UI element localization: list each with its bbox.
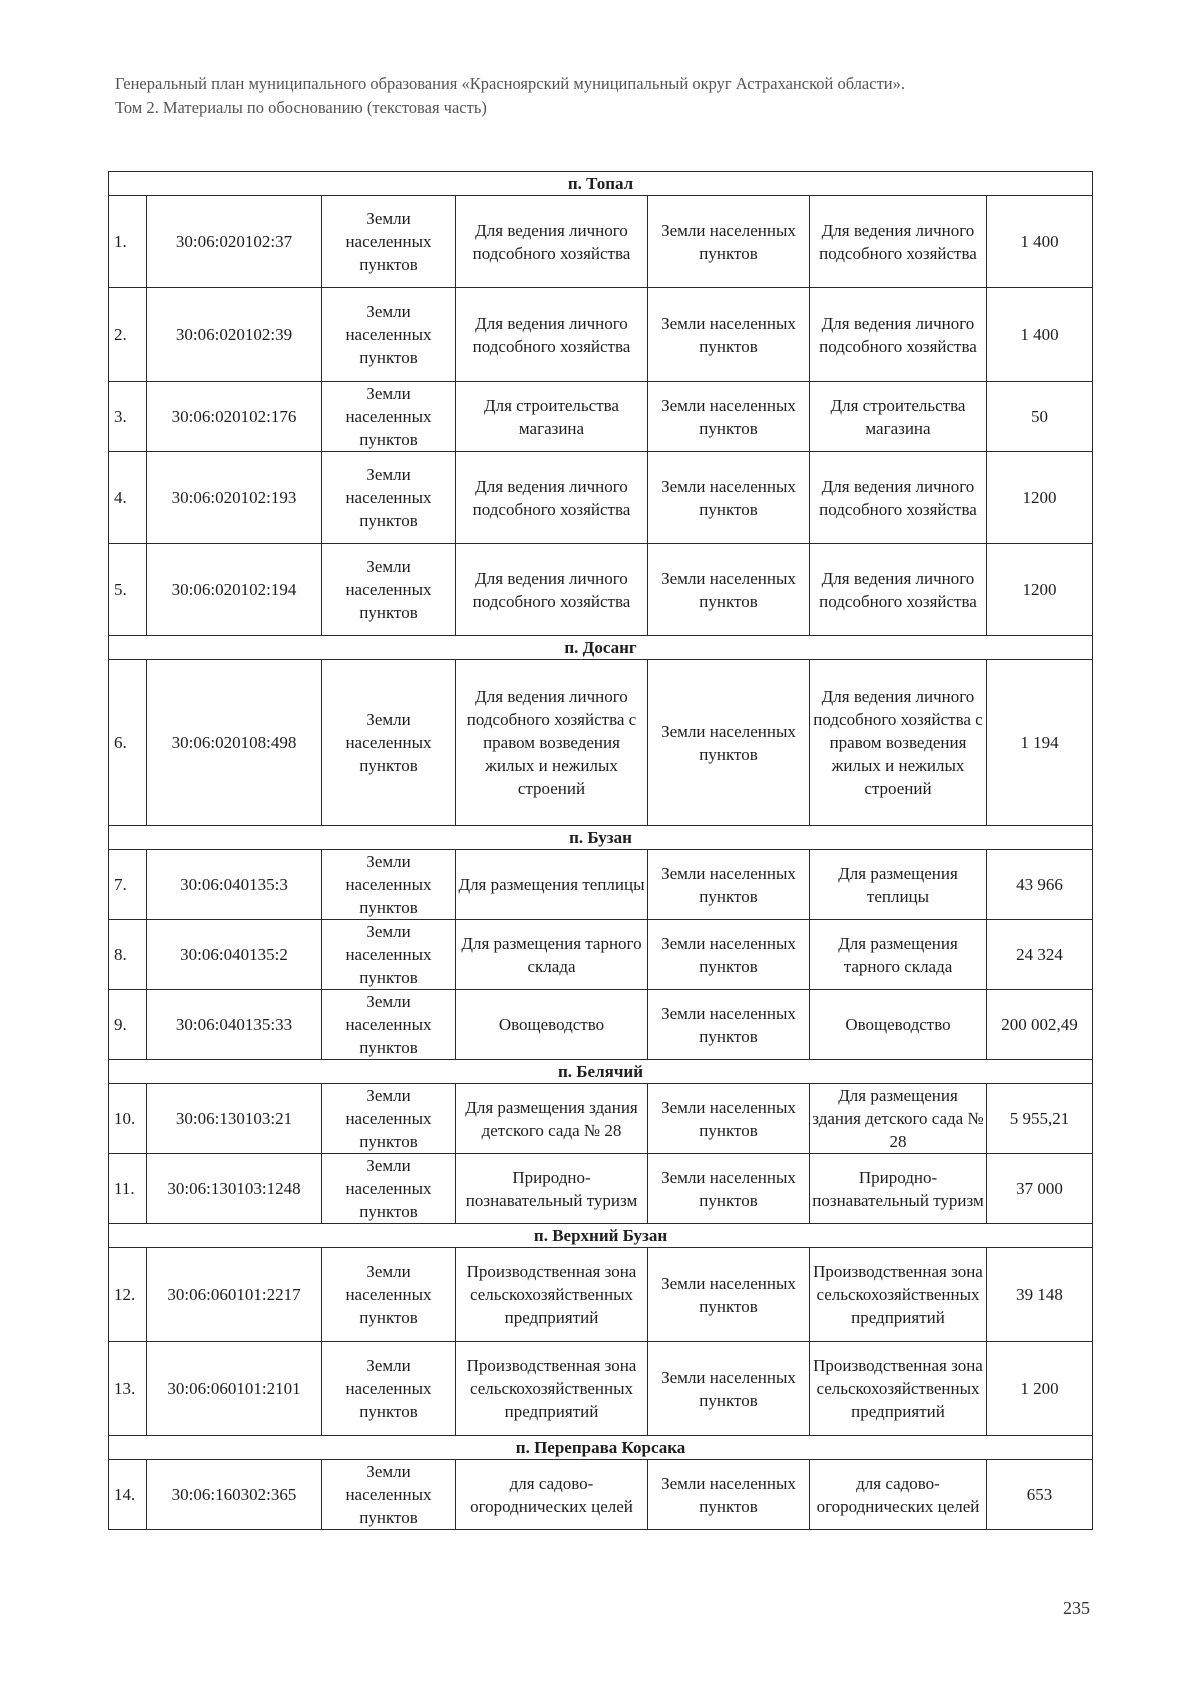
cadastral-number: 30:06:020102:39: [147, 288, 322, 382]
section-title: п. Верхний Бузан: [109, 1224, 1093, 1248]
permitted-use: Для строительства магазина: [456, 382, 648, 452]
permitted-use-proposed: Для ведения личного подсобного хозяйства: [810, 452, 987, 544]
table-row: [109, 1154, 1093, 1224]
permitted-use-proposed: Для ведения личного подсобного хозяйства с правом возведения жилых и нежилых строений: [810, 660, 987, 826]
row-number: 11.: [109, 1154, 147, 1224]
land-category-proposed: Земли населенных пунктов: [648, 1084, 810, 1154]
area-value: 1200: [987, 452, 1093, 544]
page-number: 235: [1063, 1598, 1090, 1618]
section-row: [109, 1224, 1093, 1248]
permitted-use-proposed: Для ведения личного подсобного хозяйства: [810, 544, 987, 636]
permitted-use: Для ведения личного подсобного хозяйства: [456, 544, 648, 636]
row-number: 2.: [109, 288, 147, 382]
row-number: 7.: [109, 850, 147, 920]
land-category-proposed: Земли населенных пунктов: [648, 1460, 810, 1530]
area-value: 1 200: [987, 1342, 1093, 1436]
header-line-1: Генеральный план муниципального образования «Красноярский муниципальный округ Астраханской области».: [115, 74, 905, 93]
land-category-proposed: Земли населенных пунктов: [648, 660, 810, 826]
land-category-proposed: Земли населенных пунктов: [648, 382, 810, 452]
cadastral-number: 30:06:040135:33: [147, 990, 322, 1060]
area-value: 5 955,21: [987, 1084, 1093, 1154]
land-category-proposed: Земли населенных пунктов: [648, 1248, 810, 1342]
area-value: 43 966: [987, 850, 1093, 920]
permitted-use-proposed: Овощеводство: [810, 990, 987, 1060]
area-value: 37 000: [987, 1154, 1093, 1224]
permitted-use-proposed: Природно-познавательный туризм: [810, 1154, 987, 1224]
area-value: 24 324: [987, 920, 1093, 990]
row-number: 1.: [109, 196, 147, 288]
table-row: [109, 452, 1093, 544]
permitted-use: Для размещения тарного склада: [456, 920, 648, 990]
land-category-proposed: Земли населенных пунктов: [648, 544, 810, 636]
cadastral-number: 30:06:060101:2101: [147, 1342, 322, 1436]
permitted-use: Производственная зона сельскохозяйственных предприятий: [456, 1342, 648, 1436]
permitted-use: Для ведения личного подсобного хозяйства: [456, 288, 648, 382]
table-row: [109, 382, 1093, 452]
area-value: 1 194: [987, 660, 1093, 826]
section-title: п. Бузан: [109, 826, 1093, 850]
land-category: Земли населенных пунктов: [322, 382, 456, 452]
permitted-use: Производственная зона сельскохозяйственных предприятий: [456, 1248, 648, 1342]
cadastral-number: 30:06:020102:193: [147, 452, 322, 544]
permitted-use: Для ведения личного подсобного хозяйства: [456, 452, 648, 544]
cadastral-number: 30:06:060101:2217: [147, 1248, 322, 1342]
cadastral-number: 30:06:020102:176: [147, 382, 322, 452]
row-number: 5.: [109, 544, 147, 636]
land-category-proposed: Земли населенных пунктов: [648, 288, 810, 382]
land-category: Земли населенных пунктов: [322, 1248, 456, 1342]
permitted-use-proposed: Для размещения тарного склада: [810, 920, 987, 990]
land-category: Земли населенных пунктов: [322, 920, 456, 990]
permitted-use: Для размещения здания детского сада № 28: [456, 1084, 648, 1154]
land-category-proposed: Земли населенных пунктов: [648, 920, 810, 990]
row-number: 4.: [109, 452, 147, 544]
land-category: Земли населенных пунктов: [322, 660, 456, 826]
table-row: [109, 1460, 1093, 1530]
area-value: 1 400: [987, 196, 1093, 288]
section-title: п. Топал: [109, 172, 1093, 196]
land-category-proposed: Земли населенных пунктов: [648, 850, 810, 920]
document-header: [115, 72, 1115, 120]
cadastral-number: 30:06:130103:1248: [147, 1154, 322, 1224]
land-category-proposed: Земли населенных пунктов: [648, 196, 810, 288]
land-category-proposed: Земли населенных пунктов: [648, 1342, 810, 1436]
area-value: 1 400: [987, 288, 1093, 382]
section-row: [109, 1060, 1093, 1084]
permitted-use-proposed: Для ведения личного подсобного хозяйства: [810, 196, 987, 288]
permitted-use-proposed: Для ведения личного подсобного хозяйства: [810, 288, 987, 382]
permitted-use: Для ведения личного подсобного хозяйства с правом возведения жилых и нежилых строений: [456, 660, 648, 826]
row-number: 8.: [109, 920, 147, 990]
table-row: [109, 920, 1093, 990]
table-row: [109, 196, 1093, 288]
permitted-use: Для размещения теплицы: [456, 850, 648, 920]
permitted-use-proposed: Для размещения здания детского сада № 28: [810, 1084, 987, 1154]
permitted-use-proposed: Производственная зона сельскохозяйственных предприятий: [810, 1342, 987, 1436]
row-number: 14.: [109, 1460, 147, 1530]
cadastral-number: 30:06:130103:21: [147, 1084, 322, 1154]
land-category: Земли населенных пунктов: [322, 1084, 456, 1154]
table-row: [109, 544, 1093, 636]
cadastral-number: 30:06:020102:37: [147, 196, 322, 288]
permitted-use-proposed: Производственная зона сельскохозяйственных предприятий: [810, 1248, 987, 1342]
permitted-use-proposed: для садово-огороднических целей: [810, 1460, 987, 1530]
land-category: Земли населенных пунктов: [322, 990, 456, 1060]
table-row: [109, 990, 1093, 1060]
land-category: Земли населенных пунктов: [322, 1342, 456, 1436]
table-row: [109, 1084, 1093, 1154]
cadastral-number: 30:06:040135:3: [147, 850, 322, 920]
permitted-use: для садово-огороднических целей: [456, 1460, 648, 1530]
row-number: 10.: [109, 1084, 147, 1154]
table-row: [109, 660, 1093, 826]
section-row: [109, 1436, 1093, 1460]
area-value: 1200: [987, 544, 1093, 636]
section-title: п. Досанг: [109, 636, 1093, 660]
land-category-proposed: Земли населенных пунктов: [648, 1154, 810, 1224]
land-category: Земли населенных пунктов: [322, 196, 456, 288]
area-value: 50: [987, 382, 1093, 452]
row-number: 13.: [109, 1342, 147, 1436]
area-value: 200 002,49: [987, 990, 1093, 1060]
land-plots-table: [108, 171, 1093, 1530]
land-category: Земли населенных пунктов: [322, 452, 456, 544]
area-value: 39 148: [987, 1248, 1093, 1342]
cadastral-number: 30:06:160302:365: [147, 1460, 322, 1530]
area-value: 653: [987, 1460, 1093, 1530]
row-number: 9.: [109, 990, 147, 1060]
header-line-2: Том 2. Материалы по обоснованию (текстовая часть): [115, 98, 487, 117]
table-row: [109, 850, 1093, 920]
permitted-use: Овощеводство: [456, 990, 648, 1060]
cadastral-number: 30:06:020108:498: [147, 660, 322, 826]
row-number: 3.: [109, 382, 147, 452]
row-number: 6.: [109, 660, 147, 826]
permitted-use: Для ведения личного подсобного хозяйства: [456, 196, 648, 288]
section-row: [109, 636, 1093, 660]
section-title: п. Переправа Корсака: [109, 1436, 1093, 1460]
permitted-use-proposed: Для строительства магазина: [810, 382, 987, 452]
table-row: [109, 1342, 1093, 1436]
land-category-proposed: Земли населенных пунктов: [648, 990, 810, 1060]
cadastral-number: 30:06:040135:2: [147, 920, 322, 990]
table-row: [109, 1248, 1093, 1342]
section-row: [109, 826, 1093, 850]
land-category: Земли населенных пунктов: [322, 850, 456, 920]
section-title: п. Белячий: [109, 1060, 1093, 1084]
table-row: [109, 288, 1093, 382]
section-row: [109, 172, 1093, 196]
land-category: Земли населенных пунктов: [322, 1154, 456, 1224]
land-category-proposed: Земли населенных пунктов: [648, 452, 810, 544]
permitted-use: Природно-познавательный туризм: [456, 1154, 648, 1224]
cadastral-number: 30:06:020102:194: [147, 544, 322, 636]
row-number: 12.: [109, 1248, 147, 1342]
land-category: Земли населенных пунктов: [322, 288, 456, 382]
permitted-use-proposed: Для размещения теплицы: [810, 850, 987, 920]
land-category: Земли населенных пунктов: [322, 544, 456, 636]
land-category: Земли населенных пунктов: [322, 1460, 456, 1530]
